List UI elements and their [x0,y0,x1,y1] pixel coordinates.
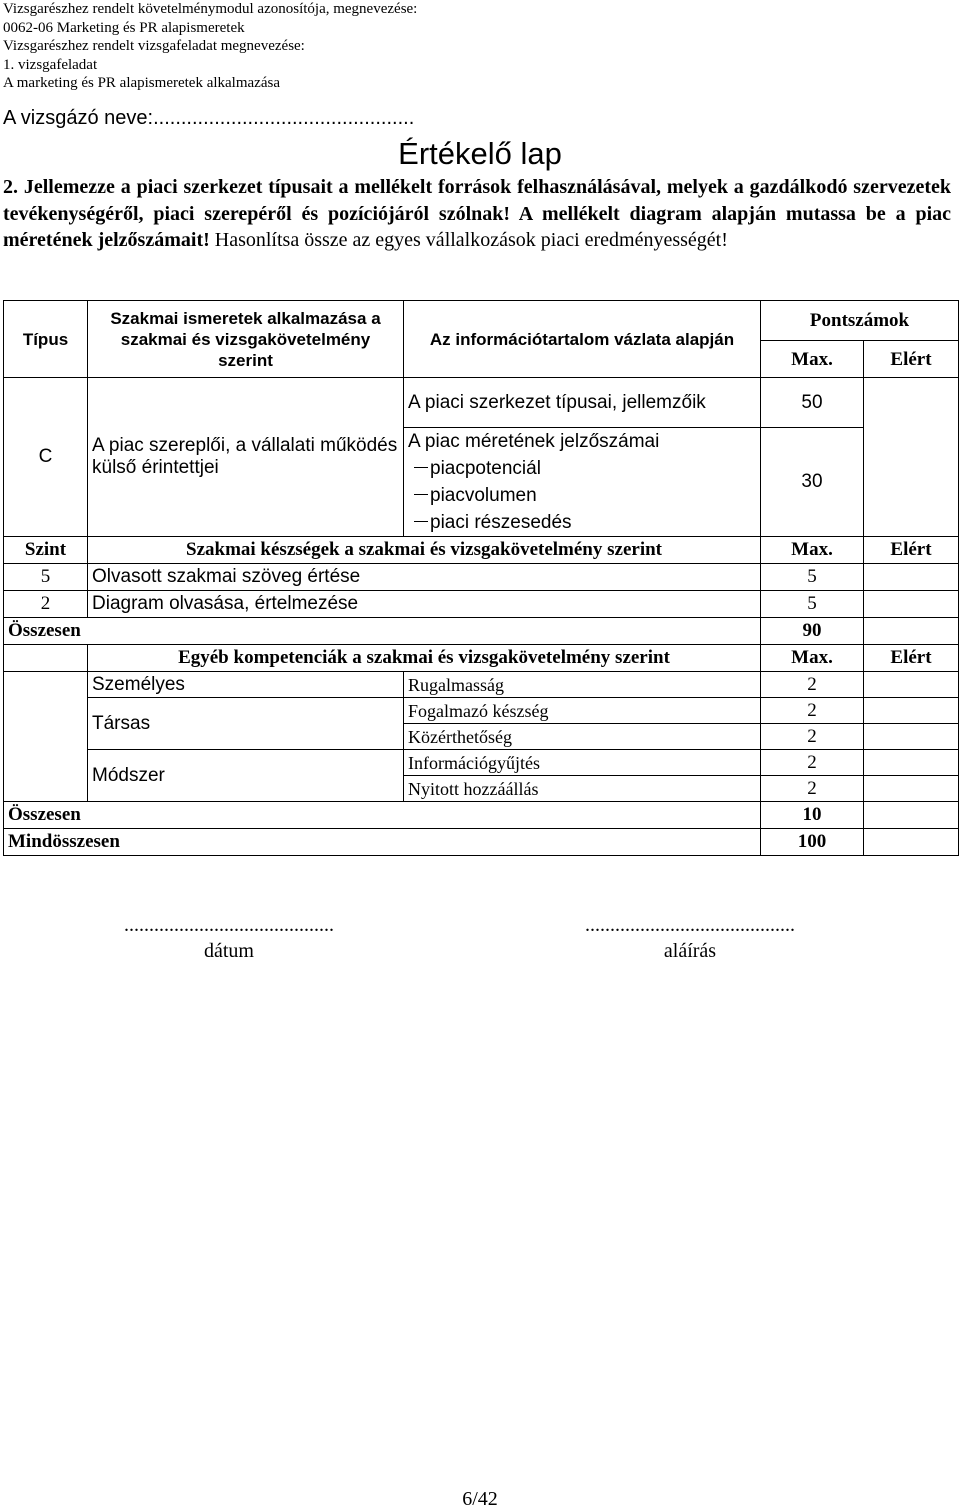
total2-elert [864,802,959,829]
total2-label: Összesen [4,802,761,829]
skill-max: 5 [761,564,864,591]
grand-total-elert [864,829,959,856]
row2-item: piaci részesedés [408,509,756,536]
competency-elert [864,672,959,698]
page-number: 6/42 [462,1488,498,1510]
header-szakmai-ismeretek: Szakmai ismeretek alkalmazása a szakmai és vizsgakövetelmény szerint [88,301,404,378]
competency-name: Fogalmazó készség [404,698,761,724]
task-text-bold: Jellemezze a piaci szerkezet típusait a mellékelt források felhasználásával, melyek a gazdálkodó szervezetek tevékenységéről, piaci szerepéről és pozíciójáról szólnak! A mellékelt diagram alapján mutassa be a piac méretének jelzőszámait! [3,176,952,251]
skills-header-elert: Elért [864,537,959,564]
total1-label: Összesen [4,618,761,645]
row2-info [404,428,761,537]
other-header-elert: Elért [864,645,959,672]
skills-header-szint: Szint [4,537,88,564]
row1-max: 50 [761,378,864,428]
skill-level: 2 [4,591,88,618]
task-number: 2. [3,176,18,198]
group-szemelyes: Személyes [88,672,404,698]
header-line: A marketing és PR alapismeretek alkalmazása [3,75,280,91]
evaluation-table [3,300,959,856]
task-text-normal: Hasonlítsa össze az egyes vállalkozások piaci eredményességét! [214,229,728,251]
skills-header-title: Szakmai készségek a szakmai és vizsgakövetelmény szerint [88,537,761,564]
grand-total-label: Mindösszesen [4,829,761,856]
competency-max: 2 [761,750,864,776]
row2-title: A piac méretének jelzőszámai [408,431,660,452]
row2-max: 30 [761,428,864,537]
task-description [3,174,951,254]
total1-value: 90 [761,618,864,645]
skill-elert [864,591,959,618]
total2-value: 10 [761,802,864,829]
competency-elert [864,698,959,724]
signature-block [545,912,835,964]
group-modszer: Módszer [88,750,404,802]
header-line: 1. vizsgafeladat [3,56,98,73]
skill-elert [864,564,959,591]
c-description: A piac szereplői, a vállalati működés külső érintettjei [88,378,404,537]
skill-name: Diagram olvasása, értelmezése [88,591,761,618]
other-header-title: Egyéb kompetenciák a szakmai és vizsgakövetelmény szerint [88,645,761,672]
row2-item: piacvolumen [408,482,756,509]
other-header-max: Max. [761,645,864,672]
skill-name: Olvasott szakmai szöveg értése [88,564,761,591]
competency-max: 2 [761,724,864,750]
header-elert: Elért [864,341,959,378]
signature-label: aláírás [663,940,717,962]
type-c: C [4,378,88,537]
header-line: Vizsgarészhez rendelt követelménymodul azonosítója, megnevezése: [3,1,418,17]
page-title: Értékelő lap [398,136,562,171]
competency-elert [864,724,959,750]
competency-max: 2 [761,672,864,698]
row1-info: A piaci szerkezet típusai, jellemzőik [404,378,761,428]
grand-total-value: 100 [761,829,864,856]
competency-elert [864,750,959,776]
header-informaciotartalom: Az információtartalom vázlata alapján [404,301,761,378]
document-header [3,0,417,93]
date-dots: .......................................... [124,914,334,936]
header-line: 0062-06 Marketing és PR alapismeretek [3,19,245,36]
header-max: Max. [761,341,864,378]
competency-name: Információgyűjtés [404,750,761,776]
candidate-name-line: A vizsgázó neve:............................................... [3,107,415,129]
competency-max: 2 [761,776,864,802]
date-label: dátum [204,940,254,962]
competency-elert [864,776,959,802]
date-signature-block [84,912,374,964]
group-tarsas: Társas [88,698,404,750]
skills-header-max: Max. [761,537,864,564]
header-line: Vizsgarészhez rendelt vizsgafeladat megnevezése: [3,38,305,54]
competency-name: Közérthetőség [404,724,761,750]
row2-item: piacpotenciál [408,455,756,482]
signature-dots: .......................................... [585,914,795,936]
skill-level: 5 [4,564,88,591]
header-pontszamok: Pontszámok [761,301,959,341]
skill-max: 5 [761,591,864,618]
competency-name: Nyitott hozzáállás [404,776,761,802]
competency-max: 2 [761,698,864,724]
total1-elert [864,618,959,645]
other-blank-col [4,672,88,802]
other-header-blank [4,645,88,672]
competency-name: Rugalmasság [404,672,761,698]
header-tipus: Típus [4,301,88,378]
c-elert-cell [864,378,959,537]
